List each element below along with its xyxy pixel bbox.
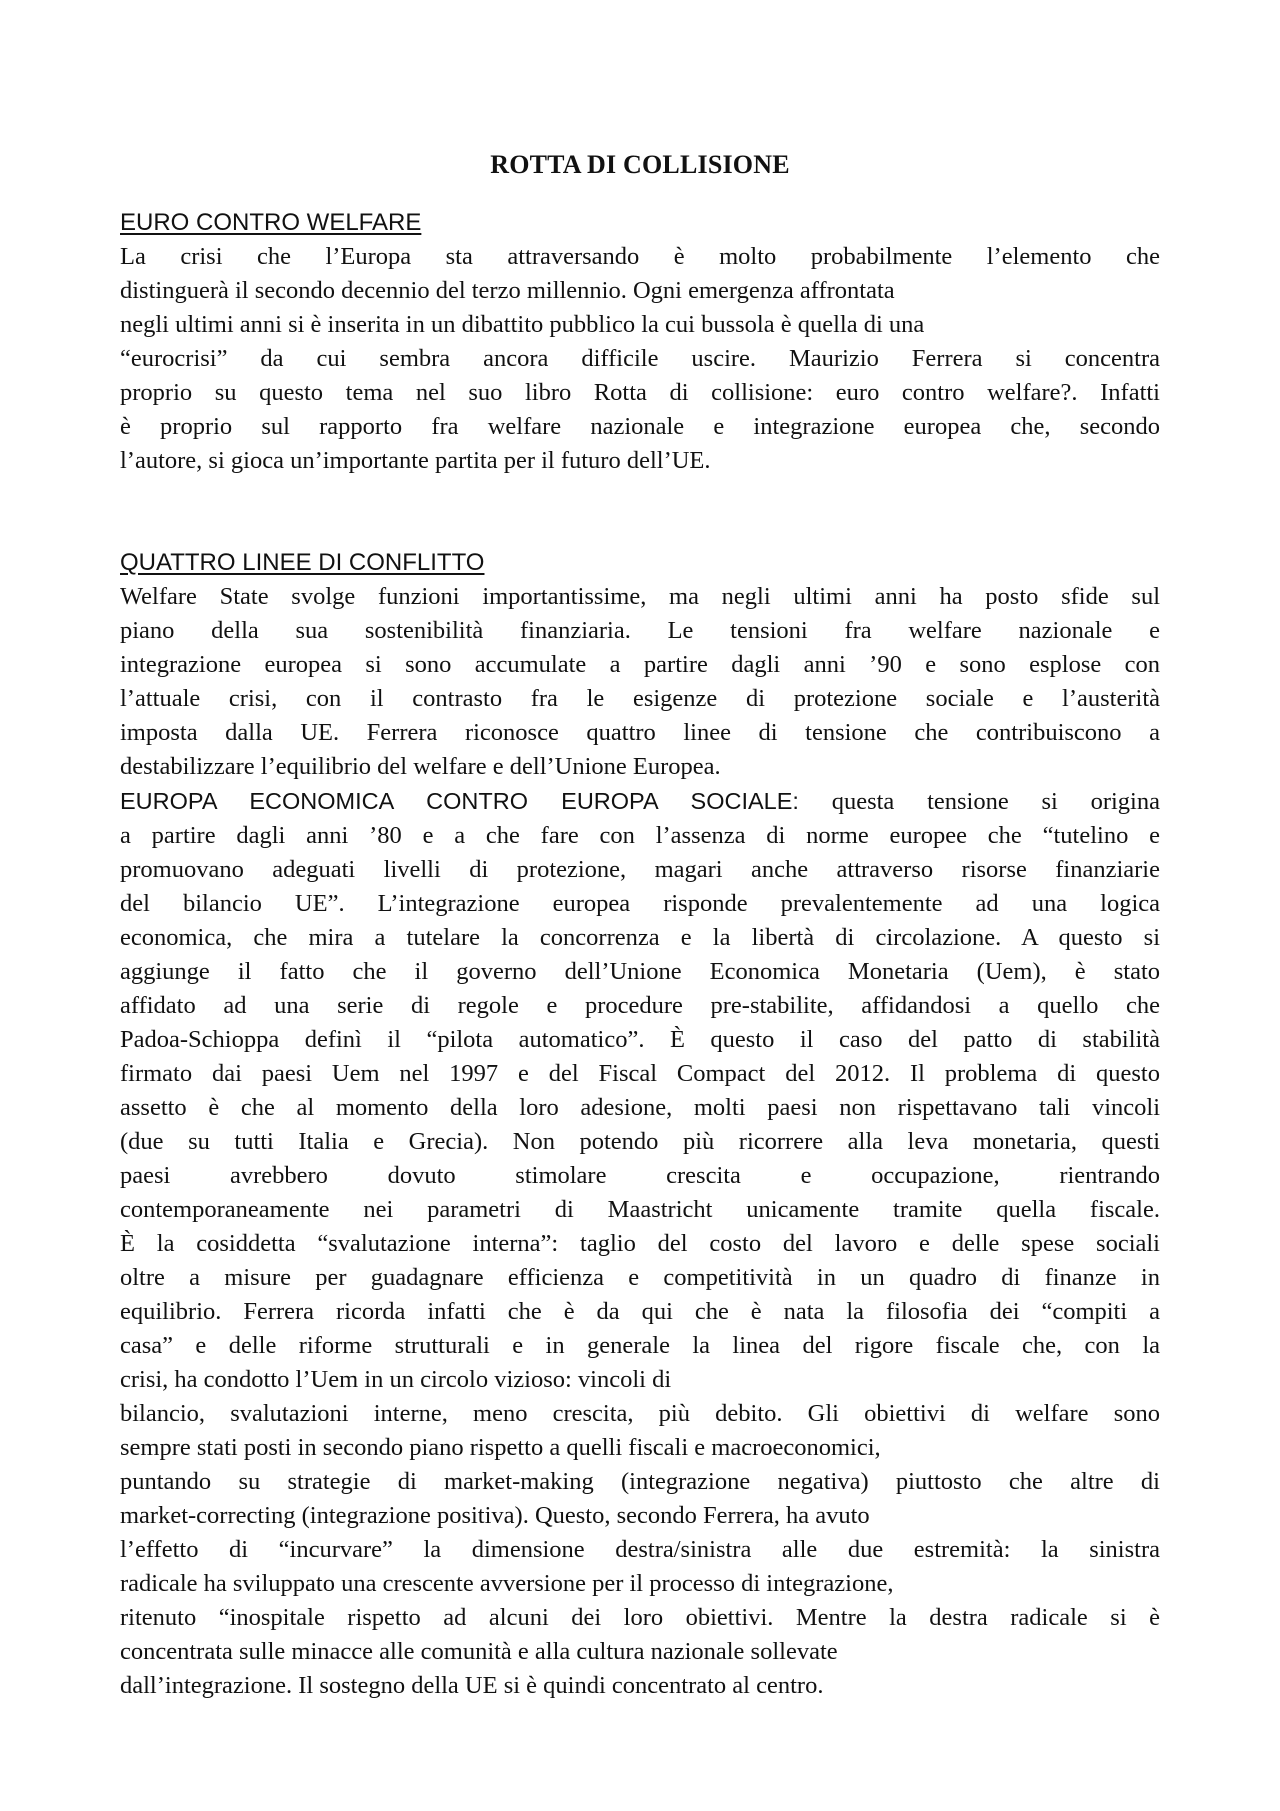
section-heading-quattro-linee: QUATTRO LINEE DI CONFLITTO	[120, 549, 485, 576]
text-line: (due su tutti Italia e Grecia). Non potendo più ricorrere alla leva monetaria, questi	[120, 1128, 1160, 1155]
text-line: contemporaneamente nei parametri di Maastricht unicamente tramite quella fiscale.	[120, 1196, 1160, 1223]
text-line: bilancio, svalutazioni interne, meno crescita, più debito. Gli obiettivi di welfare sono	[120, 1400, 1160, 1427]
text-line: imposta dalla UE. Ferrera riconosce quattro linee di tensione che contribuiscono a	[120, 719, 1160, 746]
text-line: l’attuale crisi, con il contrasto fra le esigenze di protezione sociale e l’austerità	[120, 685, 1160, 712]
text-line: a partire dagli anni ’80 e a che fare con l’assenza di norme europee che “tutelino e	[120, 822, 1160, 849]
text-line: market-correcting (integrazione positiva). Questo, secondo Ferrera, ha avuto	[120, 1502, 870, 1529]
subsection-first-line: questa tensione si origina	[798, 788, 1160, 815]
text-line: dall’integrazione. Il sostegno della UE si è quindi concentrato al centro.	[120, 1672, 824, 1699]
text-line: promuovano adeguati livelli di protezione, magari anche attraverso risorse finanziarie	[120, 856, 1160, 883]
document-title: ROTTA DI COLLISIONE	[490, 150, 790, 179]
paragraph-europa-economica	[120, 784, 1160, 1703]
text-line: “eurocrisi” da cui sembra ancora difficile uscire. Maurizio Ferrera si concentra	[120, 345, 1160, 372]
text-line: puntando su strategie di market-making (integrazione negativa) piuttosto che altre di	[120, 1468, 1160, 1495]
section-spacer	[120, 478, 1160, 546]
text-line: assetto è che al momento della loro adesione, molti paesi non rispettavano tali vincoli	[120, 1094, 1160, 1121]
paragraph-quattro-linee	[120, 580, 1160, 784]
text-line: proprio su questo tema nel suo libro Rotta di collisione: euro contro welfare?. Infatti	[120, 379, 1160, 406]
text-line: concentrata sulle minacce alle comunità e alla cultura nazionale sollevate	[120, 1638, 838, 1665]
text-line: integrazione europea si sono accumulate a partire dagli anni ’90 e sono esplose con	[120, 651, 1160, 678]
text-line: piano della sua sostenibilità finanziaria. Le tensioni fra welfare nazionale e	[120, 617, 1160, 644]
text-line: è proprio sul rapporto fra welfare nazionale e integrazione europea che, secondo	[120, 413, 1160, 440]
text-line: La crisi che l’Europa sta attraversando è molto probabilmente l’elemento che	[120, 243, 1160, 270]
text-line: sempre stati posti in secondo piano rispetto a quelli fiscali e macroeconomici,	[120, 1434, 881, 1461]
text-line: radicale ha sviluppato una crescente avversione per il processo di integrazione,	[120, 1570, 894, 1597]
text-line: affidato ad una serie di regole e procedure pre-stabilite, affidandosi a quello che	[120, 992, 1160, 1019]
text-line: Padoa-Schioppa definì il “pilota automatico”. È questo il caso del patto di stabilità	[120, 1026, 1160, 1053]
paragraph-euro-contro-welfare	[120, 240, 1160, 478]
text-line: Welfare State svolge funzioni importantissime, ma negli ultimi anni ha posto sfide sul	[120, 583, 1160, 610]
text-line: destabilizzare l’equilibrio del welfare e dell’Unione Europea.	[120, 753, 721, 780]
text-line: È la cosiddetta “svalutazione interna”: taglio del costo del lavoro e delle spese sociali	[120, 1230, 1160, 1257]
text-line: oltre a misure per guadagnare efficienza e competitività in un quadro di finanze in	[120, 1264, 1160, 1291]
text-line: ritenuto “inospitale rispetto ad alcuni dei loro obiettivi. Mentre la destra radicale si è	[120, 1604, 1160, 1631]
text-line: equilibrio. Ferrera ricorda infatti che è da qui che è nata la filosofia dei “compiti a	[120, 1298, 1160, 1325]
text-line: l’autore, si gioca un’importante partita per il futuro dell’UE.	[120, 447, 711, 474]
document-page	[120, 150, 1160, 1703]
text-line: del bilancio UE”. L’integrazione europea risponde prevalentemente ad una logica	[120, 890, 1160, 917]
text-line: negli ultimi anni si è inserita in un dibattito pubblico la cui bussola è quella di una	[120, 311, 925, 338]
text-line: firmato dai paesi Uem nel 1997 e del Fiscal Compact del 2012. Il problema di questo	[120, 1060, 1160, 1087]
text-line: l’effetto di “incurvare” la dimensione destra/sinistra alle due estremità: la sinistra	[120, 1536, 1160, 1563]
text-line: casa” e delle riforme strutturali e in generale la linea del rigore fiscale che, con la	[120, 1332, 1160, 1359]
section-heading-euro-contro-welfare: EURO CONTRO WELFARE	[120, 209, 422, 236]
text-line: aggiunge il fatto che il governo dell’Unione Economica Monetaria (Uem), è stato	[120, 958, 1160, 985]
text-line: economica, che mira a tutelare la concorrenza e la libertà di circolazione. A questo si	[120, 924, 1160, 951]
text-line: paesi avrebbero dovuto stimolare crescita e occupazione, rientrando	[120, 1162, 1160, 1189]
text-line	[120, 784, 1160, 819]
text-line: crisi, ha condotto l’Uem in un circolo vizioso: vincoli di	[120, 1366, 672, 1393]
subsection-lead: EUROPA ECONOMICA CONTRO EUROPA SOCIALE:	[120, 788, 799, 814]
text-line: distinguerà il secondo decennio del terzo millennio. Ogni emergenza affrontata	[120, 277, 895, 304]
